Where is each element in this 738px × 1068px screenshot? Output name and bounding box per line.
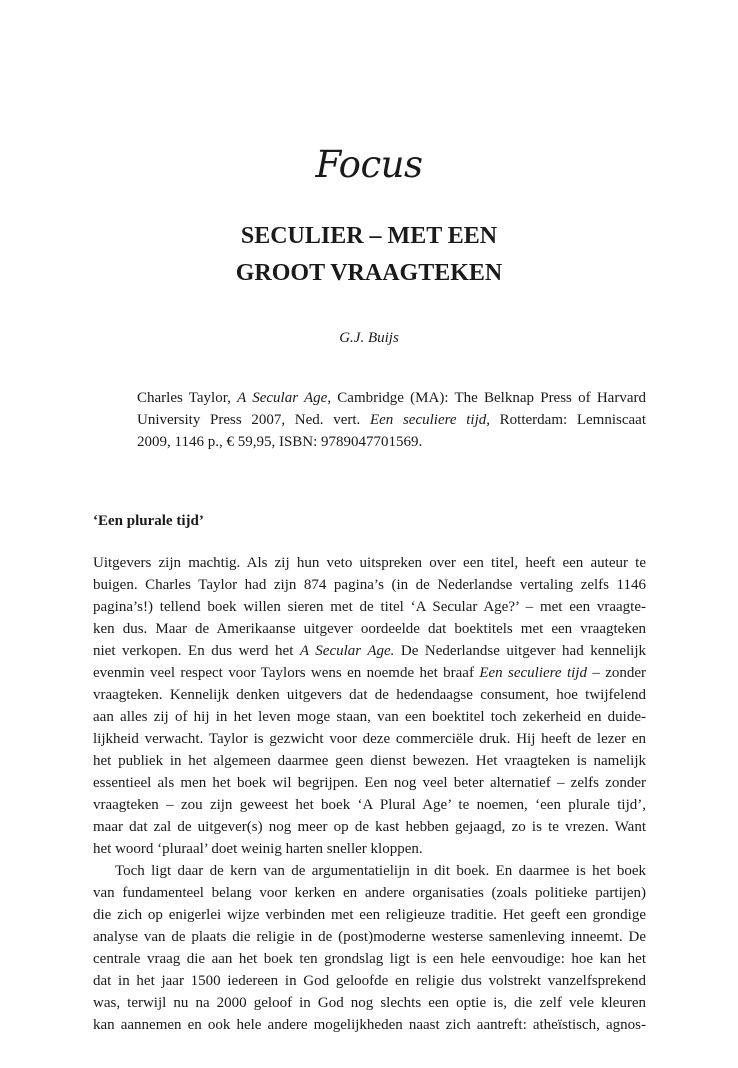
body-line: pagina’s!) tellend boek willen sieren met de titel ‘A Secular Age?’ – met een vraagte- bbox=[93, 599, 646, 615]
body-line: evenmin veel respect voor Taylors wens en noemde het braaf Een seculiere tijd – zonder bbox=[93, 665, 647, 681]
title-line-2: GROOT VRAAGTEKEN bbox=[235, 260, 503, 286]
body-line: niet verkopen. En dus werd het A Secular Age. De Nederlandse uitgever had kennelijk bbox=[93, 643, 647, 659]
body-line: essentieel als men het boek wil begrijpen. Een nog veel beter alternatief – zelfs zonder bbox=[93, 775, 646, 791]
title-line-1: SECULIER – MET EEN bbox=[240, 223, 498, 249]
body-line: het publiek in het algemeen daarmee geen dienst bewezen. Het vraagteken is namelijk bbox=[93, 753, 646, 769]
body-line: vraagteken – zou zijn geweest het boek ‘A Plural Age’ te noemen, ‘een plurale tijd’, bbox=[93, 797, 646, 813]
citation-line: Charles Taylor, A Secular Age, Cambridge (MA): The Belknap Press of Harvard bbox=[137, 390, 646, 406]
body-line: aan alles zij of hij in het leven moge staan, van een boektitel toch zekerheid en duide- bbox=[93, 709, 646, 725]
body-line: Uitgevers zijn machtig. Als zij hun veto uitspreken over een titel, heeft een auteur te bbox=[93, 555, 646, 571]
body-line: dat in het jaar 1500 iedereen in God geloofde en religie dus volstrekt vanzelfsprekend bbox=[93, 973, 646, 989]
body-line: lijkheid verwacht. Taylor is gezwicht voor deze commerciële druk. Hij heeft de lezer en bbox=[93, 731, 646, 747]
body-text bbox=[93, 552, 646, 1036]
article-title bbox=[0, 218, 738, 292]
body-line: die zich op enigerlei wijze verbinden met een religieuze traditie. Het geeft een grondige bbox=[93, 907, 646, 923]
author-name: G.J. Buijs bbox=[339, 330, 399, 346]
body-line: kan aannemen en ook hele andere mogelijkheden naast zich aantreft: atheïstisch, agnos- bbox=[93, 1017, 646, 1033]
body-line: analyse van de plaats die religie in de (post)moderne westerse samenleving inneemt. De bbox=[93, 929, 646, 945]
body-line: ken dus. Maar de Amerikaanse uitgever oordeelde dat boektitels met een vraagteken bbox=[93, 621, 646, 637]
body-line: Toch ligt daar de kern van de argumentatielijn in dit boek. En daarmee is het boek bbox=[115, 863, 646, 879]
body-line: buigen. Charles Taylor had zijn 874 pagina’s (in de Nederlandse vertaling zelfs 1146 bbox=[93, 577, 646, 593]
section-label: Focus bbox=[315, 143, 423, 186]
book-citation bbox=[137, 387, 646, 453]
body-line: was, terwijl nu na 2000 geloof in God nog slechts een optie is, die zelf vele kleuren bbox=[93, 995, 646, 1011]
citation-line: University Press 2007, Ned. vert. Een seculiere tijd, Rotterdam: Lemniscaat bbox=[137, 412, 646, 428]
section-heading: ‘Een plurale tijd’ bbox=[93, 513, 204, 529]
body-line: maar dat zal de uitgever(s) nog meer op de kast hebben gejaagd, zo is te vrezen. Want bbox=[93, 819, 646, 835]
body-line: vraagteken. Kennelijk denken uitgevers dat de hedendaagse consument, hoe twijfelend bbox=[93, 687, 646, 703]
body-line: van fundamenteel belang voor kerken en andere organisaties (zoals politieke partijen) bbox=[93, 885, 646, 901]
citation-line: 2009, 1146 p., € 59,95, ISBN: 9789047701569. bbox=[137, 434, 423, 450]
body-line: centrale vraag die aan het boek ten grondslag ligt is een hele eenvoudige: hoe kan het bbox=[93, 951, 646, 967]
body-line: het woord ‘pluraal’ doet weinig harten sneller kloppen. bbox=[93, 841, 423, 857]
